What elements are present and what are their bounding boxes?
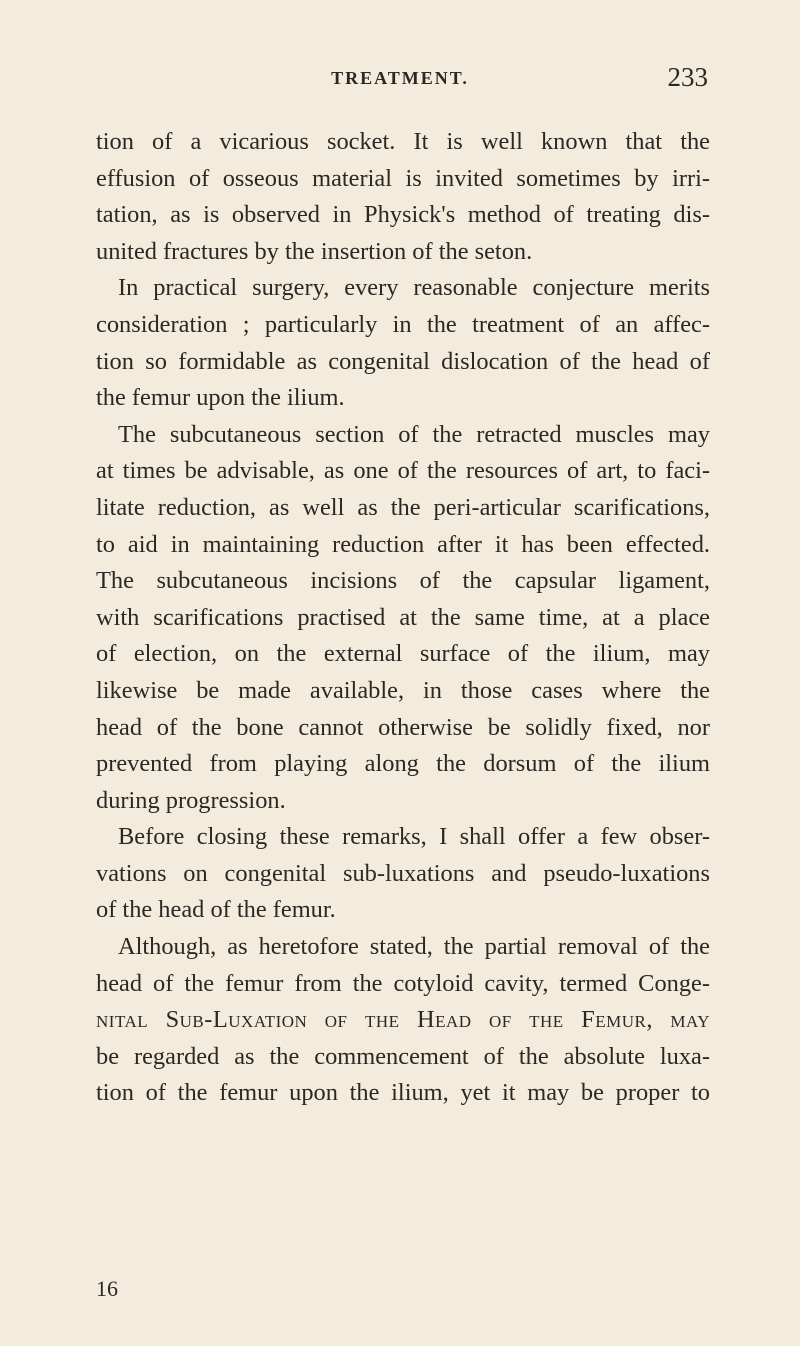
text-line: of election, on the external surface of the ilium, may [96, 640, 710, 668]
text-line: head of the bone cannot otherwise be solidly fixed, nor [96, 713, 710, 741]
paragraph-start-line: The subcutaneous section of the retracted muscles may [118, 420, 710, 448]
text-line: tion of a vicarious socket. It is well known that the [96, 128, 710, 155]
text-line: tation, as is observed in Physick's method of treating dis- [96, 201, 710, 229]
text-line: effusion of osseous material is invited sometimes by irri- [96, 164, 710, 192]
text-line: head of the femur from the cotyloid cavity, termed Conge- [96, 969, 710, 997]
signature-mark: 16 [96, 1276, 118, 1301]
body-text [96, 124, 710, 1112]
text-line: likewise be made available, in those cases where the [96, 676, 710, 704]
text-line: consideration ; particularly in the treatment of an affec- [96, 310, 710, 338]
text-line: The subcutaneous incisions of the capsular ligament, [96, 567, 710, 595]
running-title: TREATMENT. [331, 68, 469, 88]
text-line: united fractures by the insertion of the seton. [96, 237, 533, 265]
text-line: at times be advisable, as one of the resources of art, to faci- [96, 457, 710, 485]
page-number: 233 [667, 62, 708, 92]
text-line-small-caps: nital Sub-Luxation of the Head of the Femur, may [96, 1006, 710, 1034]
paragraph-start-line: In practical surgery, every reasonable conjecture merits [118, 274, 710, 302]
page-header [0, 62, 800, 102]
text-line: vations on congenital sub-luxations and pseudo-luxations [96, 859, 710, 887]
paragraph-start-line: Although, as heretofore stated, the partial removal of the [118, 933, 710, 961]
text-line: to aid in maintaining reduction after it has been effected. [96, 530, 710, 558]
text-line: tion so formidable as congenital dislocation of the head of [96, 347, 710, 375]
text-line: of the head of the femur. [96, 896, 336, 924]
text-line: during progression. [96, 786, 286, 814]
text-line: litate reduction, as well as the peri-articular scarifications, [96, 493, 710, 521]
text-line: tion of the femur upon the ilium, yet it may be proper to [96, 1079, 710, 1107]
text-line: prevented from playing along the dorsum of the ilium [96, 750, 710, 778]
text-line: with scarifications practised at the same time, at a place [96, 603, 710, 631]
text-line: be regarded as the commencement of the absolute luxa- [96, 1042, 710, 1070]
text-line: the femur upon the ilium. [96, 384, 345, 412]
paragraph-start-line: Before closing these remarks, I shall offer a few obser- [118, 823, 710, 851]
